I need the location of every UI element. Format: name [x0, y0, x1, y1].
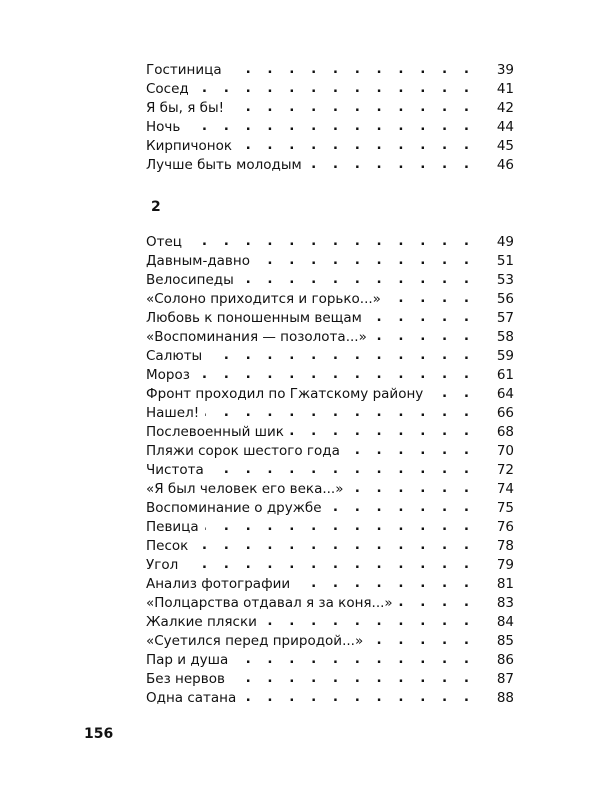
toc-entry	[146, 442, 514, 461]
toc-entry	[146, 271, 514, 290]
toc-entry	[146, 290, 514, 309]
toc-entry-page: 66	[478, 404, 514, 423]
toc-entry	[146, 480, 514, 499]
toc-entry-page: 44	[478, 118, 514, 137]
toc-entry-title: Нашел!	[146, 404, 205, 423]
toc-entry-page: 83	[478, 594, 514, 613]
toc-entry-title: Пляжи сорок шестого года	[146, 442, 346, 461]
toc-entry	[146, 689, 514, 708]
toc-entry-title: Фронт проходил по Гжатскому району	[146, 385, 429, 404]
toc-entry-title: «Полцарства отдавал я за коня...»	[146, 594, 399, 613]
toc-entry-title: Одна сатана	[146, 689, 242, 708]
toc-entry	[146, 404, 514, 423]
toc-entry	[146, 118, 514, 137]
toc-section-2	[146, 233, 514, 708]
toc-entry	[146, 309, 514, 328]
toc-entry-page: 87	[478, 670, 514, 689]
toc-entry-page: 79	[478, 556, 514, 575]
toc-entry-title: «Суетился перед природой...»	[146, 632, 369, 651]
toc-entry-title: «Я был человек его века...»	[146, 480, 349, 499]
toc-entry	[146, 632, 514, 651]
toc-entry-page: 64	[478, 385, 514, 404]
toc-entry	[146, 423, 514, 442]
toc-entry-page: 81	[478, 575, 514, 594]
dot-leader	[146, 556, 474, 575]
toc-entry-title: Певица	[146, 518, 205, 537]
dot-leader	[146, 118, 474, 137]
toc-entry	[146, 385, 514, 404]
toc-entry-title: «Солоно приходится и горько...»	[146, 290, 387, 309]
dot-leader	[146, 233, 474, 252]
toc-entry-page: 58	[478, 328, 514, 347]
toc-entry	[146, 347, 514, 366]
toc-entry-page: 85	[478, 632, 514, 651]
toc-entry	[146, 556, 514, 575]
section-number: 2	[151, 199, 161, 215]
toc-entry	[146, 537, 514, 556]
toc-entry-page: 78	[478, 537, 514, 556]
toc-entry-page: 75	[478, 499, 514, 518]
toc-entry-title: Любовь к поношенным вещам	[146, 309, 368, 328]
toc-entry-title: Чистота	[146, 461, 210, 480]
toc-entry-page: 49	[478, 233, 514, 252]
toc-entry	[146, 328, 514, 347]
toc-entry-title: Гостиница	[146, 61, 228, 80]
toc-entry-page: 51	[478, 252, 514, 271]
toc-entry-title: «Воспоминания — позолота...»	[146, 328, 373, 347]
toc-entry-page: 70	[478, 442, 514, 461]
toc-entry-page: 45	[478, 137, 514, 156]
toc-entry-page: 57	[478, 309, 514, 328]
toc-entry-page: 84	[478, 613, 514, 632]
toc-entry	[146, 61, 514, 80]
toc-entry-title: Отец	[146, 233, 188, 252]
toc-entry	[146, 651, 514, 670]
toc-entry-title: Угол	[146, 556, 184, 575]
toc-entry	[146, 461, 514, 480]
toc-entry-title: Песок	[146, 537, 194, 556]
toc-entry	[146, 594, 514, 613]
toc-entry-page: 59	[478, 347, 514, 366]
toc-entry-page: 74	[478, 480, 514, 499]
toc-entry	[146, 137, 514, 156]
toc-entry	[146, 99, 514, 118]
toc-entry-page: 41	[478, 80, 514, 99]
toc-entry-title: Ночь	[146, 118, 186, 137]
toc-entry-title: Лучше быть молодым	[146, 156, 308, 175]
toc-entry-page: 46	[478, 156, 514, 175]
toc-entry-title: Кирпичонок	[146, 137, 238, 156]
page-number: 156	[84, 726, 114, 742]
toc-entry-page: 53	[478, 271, 514, 290]
toc-entry-page: 61	[478, 366, 514, 385]
toc-entry	[146, 252, 514, 271]
toc-entry-title: Воспоминание о дружбе	[146, 499, 328, 518]
toc-entry-title: Сосед	[146, 80, 195, 99]
toc-entry-title: Давным-давно	[146, 252, 256, 271]
toc-entry	[146, 575, 514, 594]
toc-entry-title: Мороз	[146, 366, 196, 385]
toc-entry	[146, 518, 514, 537]
toc-entry	[146, 366, 514, 385]
toc-entry	[146, 156, 514, 175]
toc-entry-title: Велосипеды	[146, 271, 240, 290]
toc-entry-title: Жалкие пляски	[146, 613, 263, 632]
toc-entry-page: 86	[478, 651, 514, 670]
toc-entry-title: Без нервов	[146, 670, 231, 689]
toc-entry-page: 76	[478, 518, 514, 537]
toc-entry-title: Пар и душа	[146, 651, 234, 670]
toc-entry-page: 56	[478, 290, 514, 309]
dot-leader	[146, 80, 474, 99]
toc-entry	[146, 80, 514, 99]
dot-leader	[146, 537, 474, 556]
toc-entry-title: Анализ фотографии	[146, 575, 296, 594]
toc-entry-page: 72	[478, 461, 514, 480]
toc-entry	[146, 613, 514, 632]
toc-section-1	[146, 61, 514, 175]
toc-entry	[146, 233, 514, 252]
toc-entry-page: 39	[478, 61, 514, 80]
toc-entry	[146, 499, 514, 518]
toc-entry	[146, 670, 514, 689]
toc-entry-title: Салюты	[146, 347, 208, 366]
toc-entry-page: 42	[478, 99, 514, 118]
toc-entry-page: 88	[478, 689, 514, 708]
toc-entry-title: Послевоенный шик	[146, 423, 290, 442]
toc-entry-page: 68	[478, 423, 514, 442]
toc-entry-title: Я бы, я бы!	[146, 99, 230, 118]
